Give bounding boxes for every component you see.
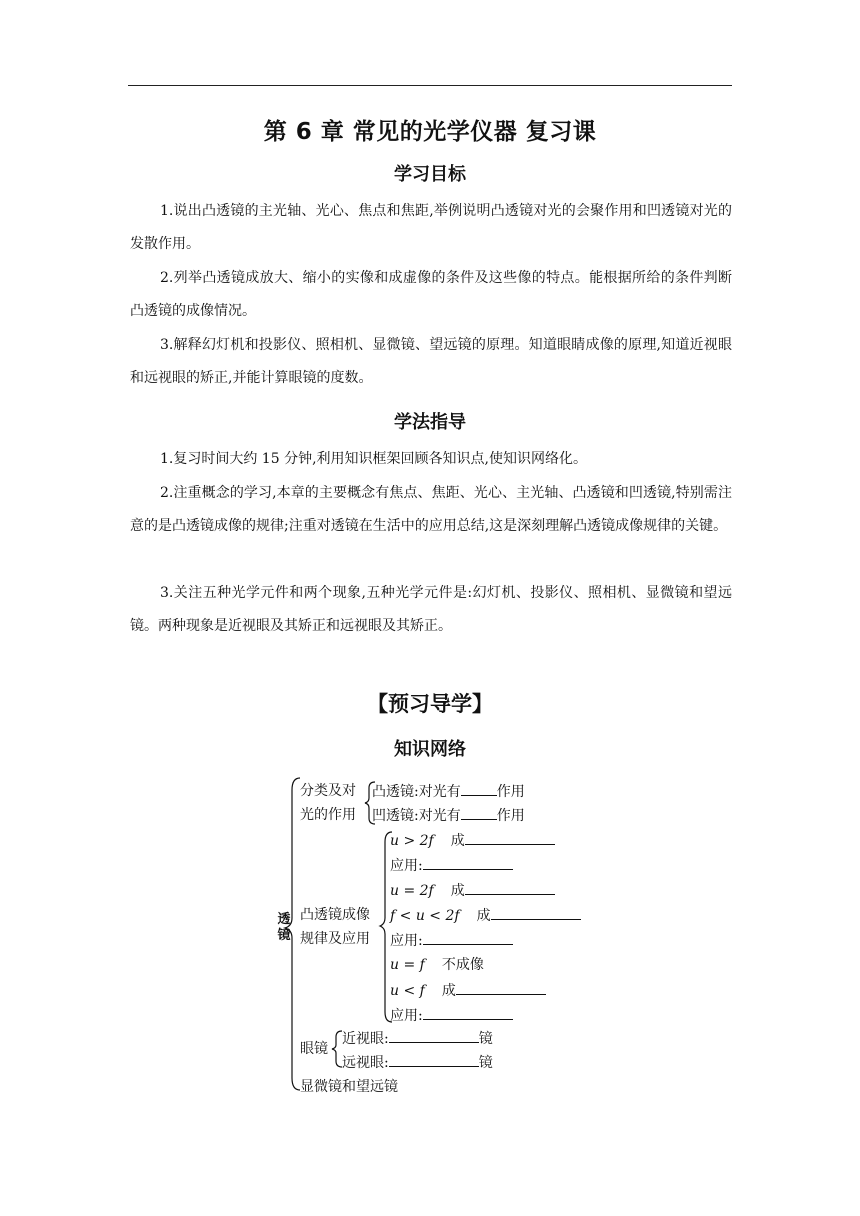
objective-item-1: 1.说出凸透镜的主光轴、光心、焦点和焦距,举例说明凸透镜对光的会聚作用和凹透镜对光的发散作用。 (130, 203, 732, 252)
application-2-blank[interactable] (423, 930, 513, 945)
preview-section-title: 【预习导学】 (367, 692, 493, 716)
rule-row-1 (390, 830, 555, 851)
rule-row-3 (390, 880, 555, 901)
rule-row-6 (390, 955, 484, 975)
application-row-1 (390, 855, 513, 876)
root-label: 透镜 (277, 912, 291, 943)
far-sight-suffix: 镜 (478, 1055, 493, 1071)
application-row-2 (390, 930, 513, 951)
method-item-3: 3.关注五种光学元件和两个现象,五种光学元件是:幻灯机、投影仪、照相机、显微镜和望远镜。两种现象是近视眼及其矫正和远视眼及其矫正。 (130, 585, 732, 634)
convex-suffix: 作用 (496, 784, 525, 800)
near-sight-blank[interactable] (389, 1028, 479, 1043)
objectives-heading: 学习目标 (394, 164, 466, 185)
near-sight-suffix: 镜 (478, 1031, 493, 1047)
method-item-2: 2.注重概念的学习,本章的主要概念有焦点、焦距、光心、主光轴、凸透镜和凹透镜,特别需注意的是凸透镜成像的规律;注重对透镜在生活中的应用总结,这是深刻理解凸透镜成像规律的关键。 (130, 485, 732, 534)
rule-row-4 (390, 905, 581, 926)
page-title: 第 6 章 常见的光学仪器 复习课 (263, 119, 597, 145)
far-sight-label: 远视眼: (342, 1055, 389, 1071)
objective-item-2: 2.列举凸透镜成放大、缩小的实像和成虚像的条件及这些像的特点。能根据所给的条件判断凸透镜的成像情况。 (130, 270, 732, 319)
application-1-blank[interactable] (423, 855, 513, 870)
rule-3-cheng: 成 (450, 883, 465, 899)
concave-effect-blank[interactable] (461, 805, 497, 820)
near-sight-row (342, 1028, 493, 1049)
network-heading: 知识网络 (394, 739, 466, 760)
concave-lens-text: 凹透镜:对光有 (372, 808, 461, 824)
method-heading: 学法指导 (394, 412, 466, 433)
rule-4-blank[interactable] (491, 905, 581, 920)
rule-1-condition: u > 2f (390, 833, 434, 849)
rule-1-cheng: 成 (450, 833, 465, 849)
rule-6-condition: u = f (390, 957, 425, 973)
application-row-3 (390, 1005, 513, 1026)
microscope-telescope-label: 显微镜和望远镜 (300, 1079, 398, 1095)
branch2-label-line1: 凸透镜成像 (300, 907, 370, 923)
convex-lens-row (372, 781, 525, 802)
far-sight-row (342, 1052, 493, 1073)
rule-7-cheng: 成 (441, 983, 456, 999)
rule-3-condition: u = 2f (390, 883, 434, 899)
objective-item-3: 3.解释幻灯机和投影仪、照相机、显微镜、望远镜的原理。知道眼睛成像的原理,知道近视眼和远视眼的矫正,并能计算眼镜的度数。 (130, 337, 732, 386)
branch3-brace (332, 1031, 342, 1067)
method-item-1: 1.复习时间大约 15 分钟,利用知识框架回顾各知识点,使知识网络化。 (160, 451, 587, 467)
rule-1-blank[interactable] (465, 830, 555, 845)
rule-row-7 (390, 980, 546, 1001)
application-3-label: 应用: (390, 1008, 423, 1024)
convex-effect-blank[interactable] (461, 781, 497, 796)
near-sight-label: 近视眼: (342, 1031, 389, 1047)
convex-lens-text: 凸透镜:对光有 (372, 784, 461, 800)
rule-7-condition: u < f (390, 983, 425, 999)
application-3-blank[interactable] (423, 1005, 513, 1020)
concave-suffix: 作用 (496, 808, 525, 824)
branch2-label-line2: 规律及应用 (300, 931, 370, 947)
rule-3-blank[interactable] (465, 880, 555, 895)
application-2-label: 应用: (390, 933, 423, 949)
far-sight-blank[interactable] (389, 1052, 479, 1067)
branch1-label-line2: 光的作用 (300, 807, 356, 823)
rule-4-cheng: 成 (476, 908, 491, 924)
rule-4-condition: f < u < 2f (390, 908, 460, 924)
glasses-label: 眼镜 (300, 1041, 328, 1057)
application-1-label: 应用: (390, 858, 423, 874)
rule-6-no-image: 不成像 (441, 957, 484, 973)
concave-lens-row (372, 805, 525, 826)
branch1-label-line1: 分类及对 (300, 783, 356, 799)
rule-7-blank[interactable] (456, 980, 546, 995)
